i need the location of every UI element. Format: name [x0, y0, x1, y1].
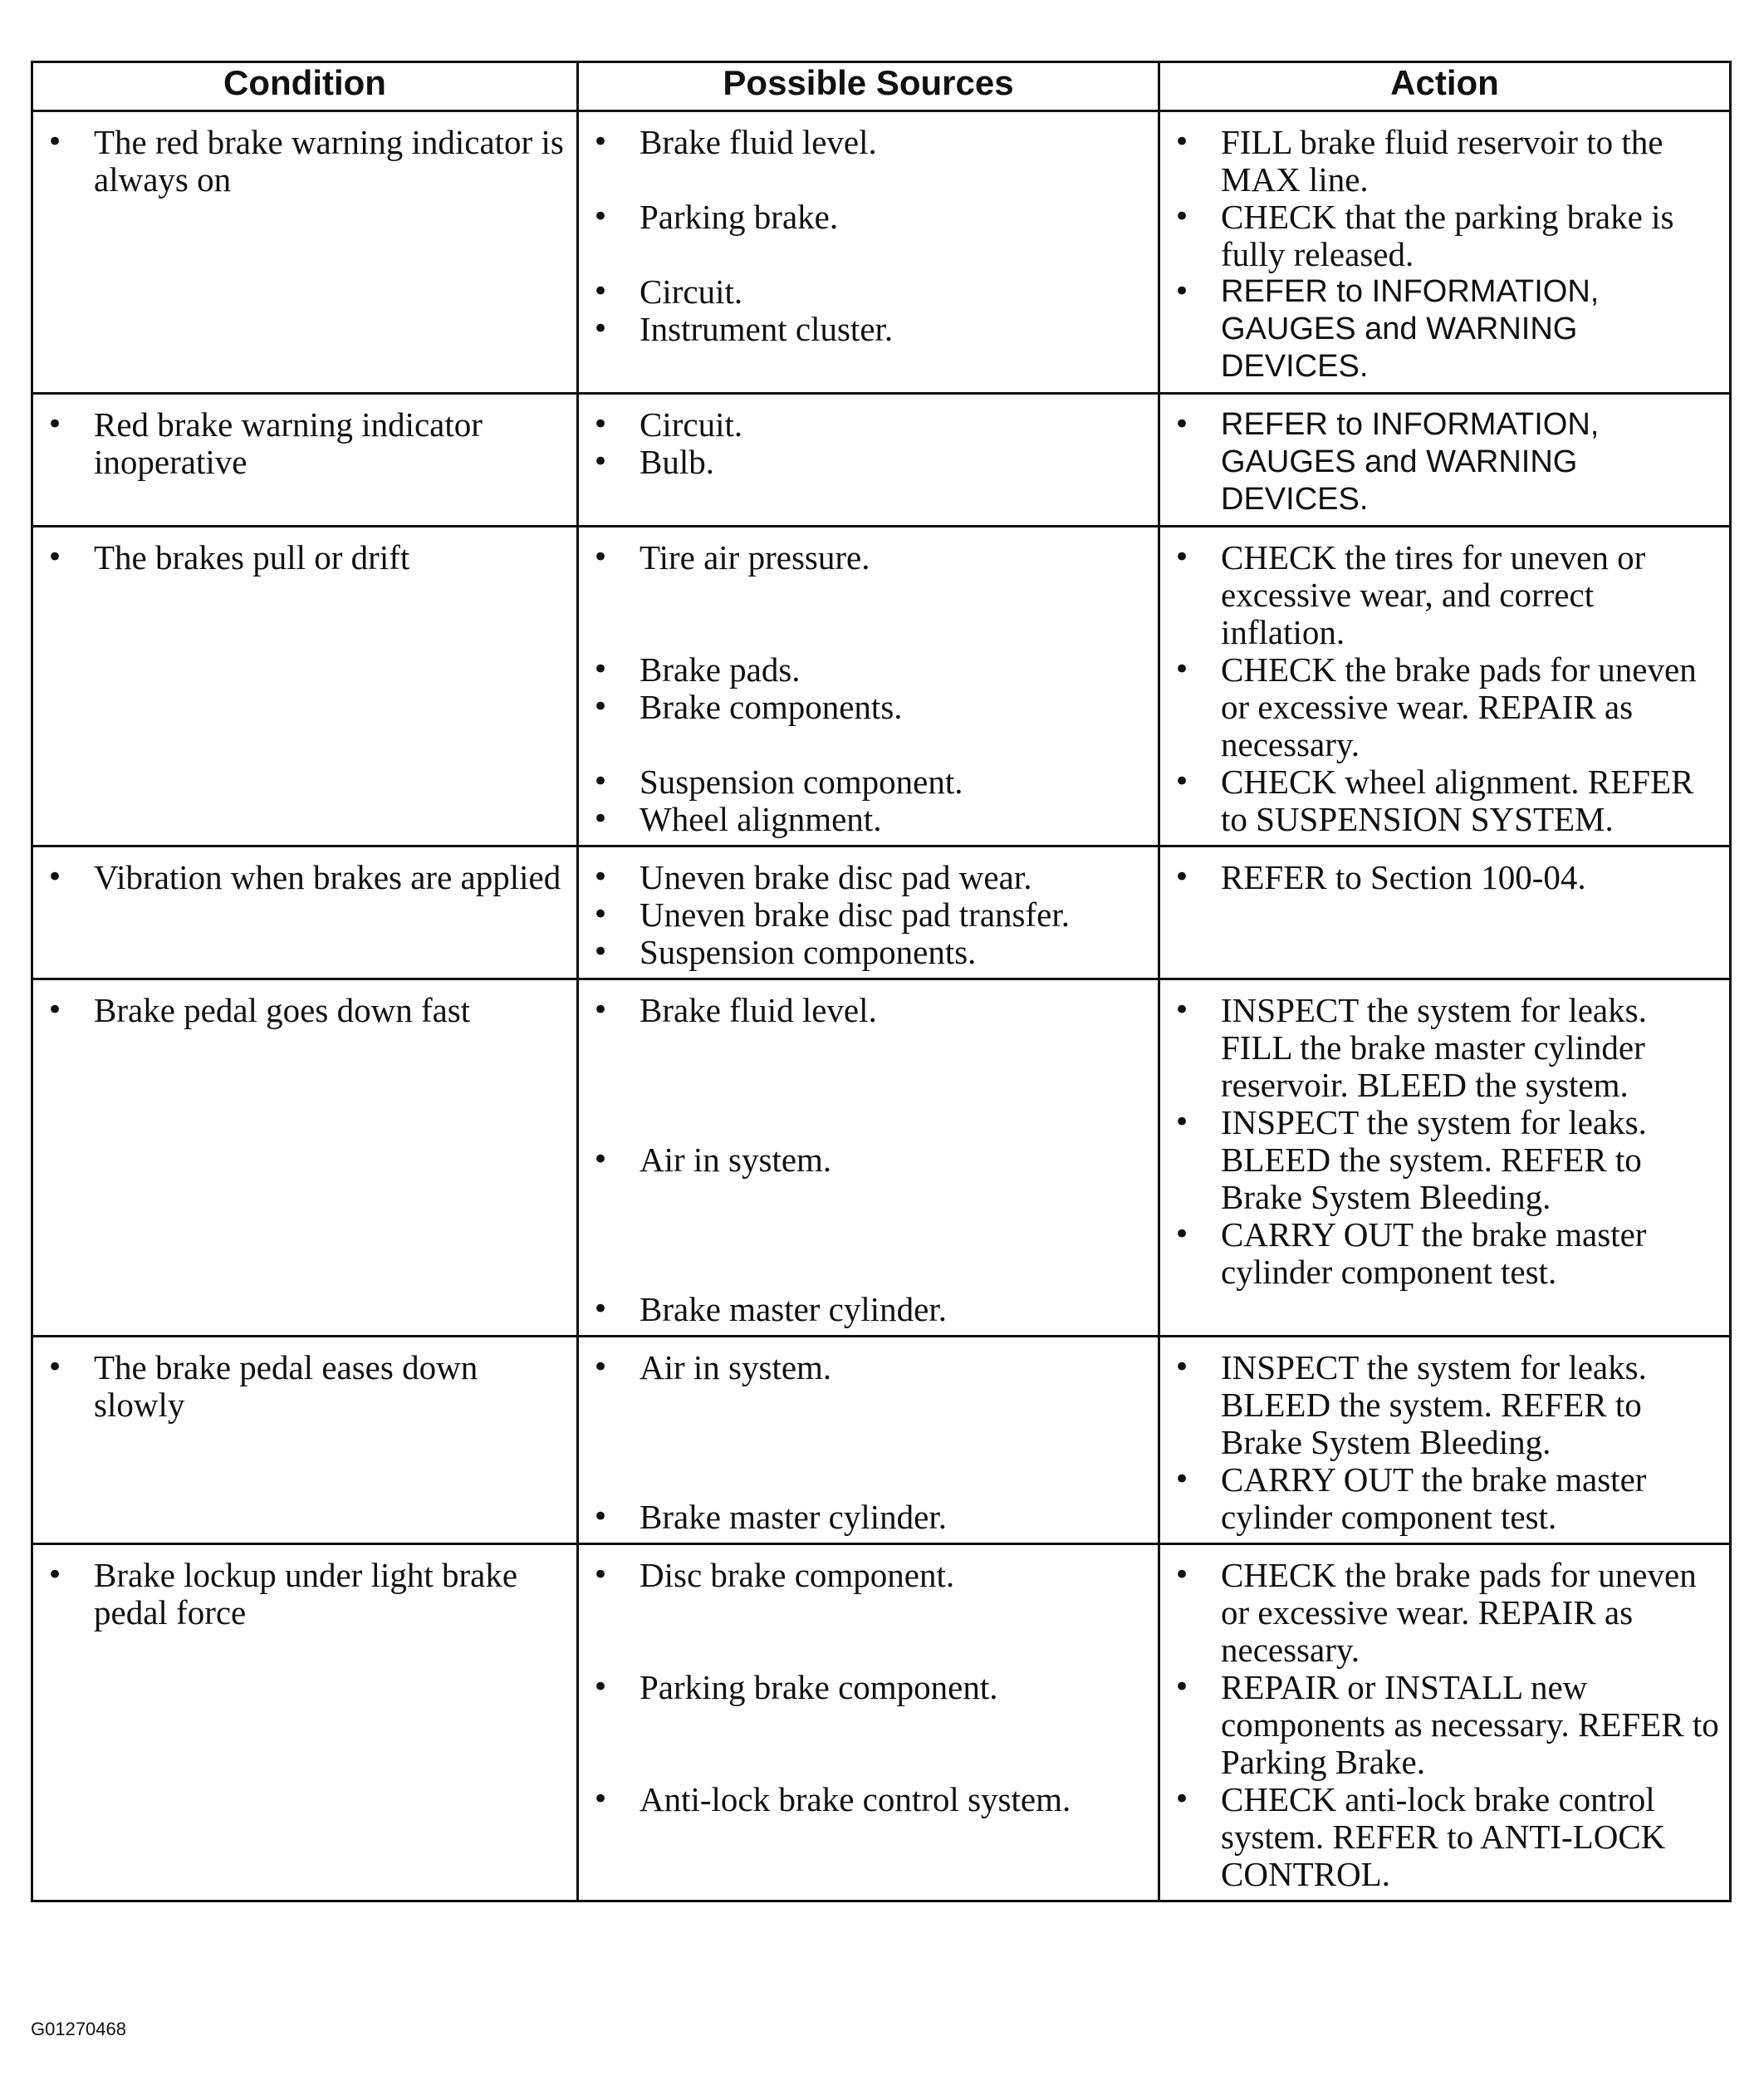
condition-cell — [32, 527, 578, 846]
action-cell — [1159, 1544, 1731, 1901]
condition-text: • Vibration when brakes are applied — [42, 859, 568, 896]
action-cell — [1159, 394, 1731, 527]
source-item: • Suspension components. — [587, 934, 1149, 971]
source-item: • Instrument cluster. — [587, 311, 1149, 348]
action-item: • CHECK the brake pads for uneven or excessive wear. REPAIR as necessary. — [1169, 651, 1721, 763]
condition-cell — [32, 979, 578, 1337]
condition-cell — [32, 1544, 578, 1901]
action-item: • REFER to INFORMATION, GAUGES and WARNING DEVICES. — [1169, 273, 1721, 385]
action-cell — [1159, 979, 1731, 1337]
action-item: • CHECK that the parking brake is fully released. — [1169, 199, 1721, 273]
sources-cell — [578, 846, 1159, 979]
action-item: • REFER to INFORMATION, GAUGES and WARNING DEVICES. — [1169, 406, 1721, 518]
table-row — [32, 527, 1731, 846]
sources-cell — [578, 111, 1159, 394]
action-item: • CARRY OUT the brake master cylinder component test. — [1169, 1461, 1721, 1536]
source-item: • Brake components. — [587, 689, 1149, 726]
condition-text: • Red brake warning indicator inoperative — [42, 406, 568, 481]
action-cell — [1159, 846, 1731, 979]
action-item: • CHECK the tires for uneven or excessive wear, and correct inflation. — [1169, 539, 1721, 651]
action-header: Action — [1159, 62, 1731, 111]
action-item: • CHECK wheel alignment. REFER to SUSPENSION SYSTEM. — [1169, 763, 1721, 838]
source-item: • Parking brake component. — [587, 1669, 1149, 1706]
condition-cell — [32, 1337, 578, 1544]
source-item: • Tire air pressure. — [587, 539, 1149, 577]
table-row — [32, 1337, 1731, 1544]
source-item: • Brake master cylinder. — [587, 1291, 1149, 1328]
source-item: • Brake master cylinder. — [587, 1499, 1149, 1536]
possible-sources-header: Possible Sources — [578, 62, 1159, 111]
action-item: • FILL brake fluid reservoir to the MAX line. — [1169, 124, 1721, 199]
sources-cell — [578, 1544, 1159, 1901]
symptom-chart-table — [31, 61, 1732, 1902]
figure-id-label: G01270468 — [31, 2019, 126, 2039]
sources-cell — [578, 394, 1159, 527]
table-row — [32, 979, 1731, 1337]
source-item: • Suspension component. — [587, 763, 1149, 801]
action-item: • INSPECT the system for leaks. BLEED the system. REFER to Brake System Bleeding. — [1169, 1349, 1721, 1461]
source-item: • Brake fluid level. — [587, 124, 1149, 161]
condition-text: • Brake pedal goes down fast — [42, 992, 568, 1029]
source-item: • Brake pads. — [587, 651, 1149, 689]
action-item: • REPAIR or INSTALL new components as necessary. REFER to Parking Brake. — [1169, 1669, 1721, 1781]
header-row — [32, 62, 1731, 111]
sources-cell — [578, 527, 1159, 846]
source-item: • Bulb. — [587, 444, 1149, 481]
table-row — [32, 111, 1731, 394]
source-item: • Circuit. — [587, 273, 1149, 311]
source-item: • Uneven brake disc pad wear. — [587, 859, 1149, 896]
source-item: • Wheel alignment. — [587, 801, 1149, 838]
source-item: • Uneven brake disc pad transfer. — [587, 896, 1149, 934]
action-item: • REFER to Section 100-04. — [1169, 859, 1721, 896]
condition-text: • The brakes pull or drift — [42, 539, 568, 577]
condition-cell — [32, 394, 578, 527]
action-item: • INSPECT the system for leaks. FILL the brake master cylinder reservoir. BLEED the system. — [1169, 992, 1721, 1104]
action-cell — [1159, 111, 1731, 394]
condition-header: Condition — [32, 62, 578, 111]
table-row — [32, 846, 1731, 979]
action-cell — [1159, 527, 1731, 846]
table-row — [32, 1544, 1731, 1901]
sources-cell — [578, 1337, 1159, 1544]
action-item: • CHECK anti-lock brake control system. REFER to ANTI-LOCK CONTROL. — [1169, 1781, 1721, 1893]
action-item: • INSPECT the system for leaks. BLEED the system. REFER to Brake System Bleeding. — [1169, 1104, 1721, 1216]
condition-cell — [32, 846, 578, 979]
action-item: • CARRY OUT the brake master cylinder component test. — [1169, 1216, 1721, 1291]
action-cell — [1159, 1337, 1731, 1544]
condition-cell — [32, 111, 578, 394]
source-item: • Air in system. — [587, 1141, 1149, 1179]
source-item: • Anti-lock brake control system. — [587, 1781, 1149, 1818]
source-item: • Parking brake. — [587, 199, 1149, 236]
source-item: • Circuit. — [587, 406, 1149, 444]
sources-cell — [578, 979, 1159, 1337]
source-item: • Air in system. — [587, 1349, 1149, 1386]
condition-text: • Brake lockup under light brake pedal force — [42, 1557, 568, 1631]
condition-text: • The brake pedal eases down slowly — [42, 1349, 568, 1424]
source-item: • Brake fluid level. — [587, 992, 1149, 1029]
action-item: • CHECK the brake pads for uneven or excessive wear. REPAIR as necessary. — [1169, 1557, 1721, 1669]
table-row — [32, 394, 1731, 527]
source-item: • Disc brake component. — [587, 1557, 1149, 1594]
condition-text: • The red brake warning indicator is always on — [42, 124, 568, 199]
